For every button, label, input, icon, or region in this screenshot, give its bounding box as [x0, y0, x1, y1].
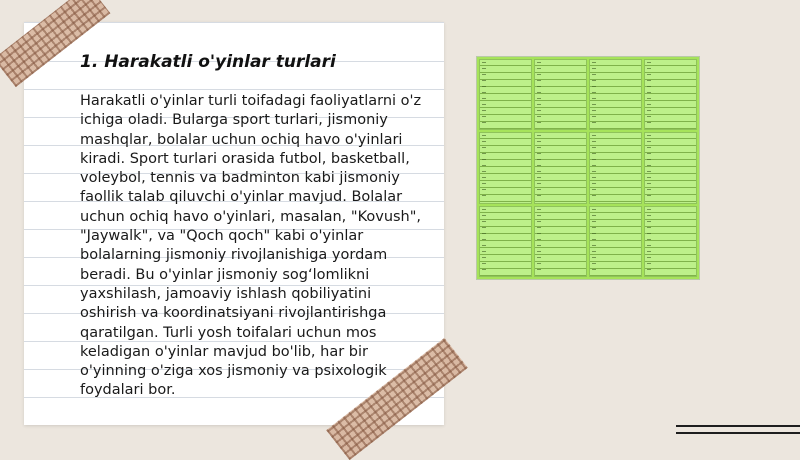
table-cell: [644, 132, 697, 203]
decorative-line: [676, 425, 800, 427]
table-cell: [534, 132, 587, 203]
table-cell: [479, 132, 532, 203]
table-cell: [589, 132, 642, 203]
table-cell: [534, 59, 587, 130]
table-cell: [589, 206, 642, 277]
number-table-image: [476, 56, 700, 280]
table-cell: [479, 206, 532, 277]
slide-title: 1. Harakatli o'yinlar turlari: [80, 52, 336, 72]
table-cell: [479, 59, 532, 130]
table-cell: [534, 206, 587, 277]
slide-body-text: Harakatli o'yinlar turli toifadagi faoliyatlarni o'z ichiga oladi. Bulargа sport turlari, jismoniy mashqlar, bolalar uchun ochiq havo o'yinlari kiradi. Sport turlari orasida futbol, basketball, voleybol, tennis va badminton kabi jismoniy faollik talab qiluvchi o'yinlar mavjud. Bolalar uchun ochiq havo o'yinlari, masalan, "Kovush", "Jaywalk", va "Qoch qoch" kabi o'yinlar bolalarning jismoniy rivojlanishiga yordam beradi. Bu o'yinlar jismoniy sog‘lomlikni yaxshilash, jamoaviy ishlash qobiliyatini oshirish va koordinatsiyani rivojlantirishga qaratilgan. Turli yosh toifalari uchun mos keladigan o'yinlar mavjud bo'lib, har bir o'yinning o'ziga xos jismoniy va psixologik foydalari bor.: [80, 93, 422, 399]
decorative-lines: [676, 425, 800, 445]
table-cell: [589, 59, 642, 130]
table-cell: [644, 206, 697, 277]
decorative-line: [676, 432, 800, 434]
table-cell: [644, 59, 697, 130]
